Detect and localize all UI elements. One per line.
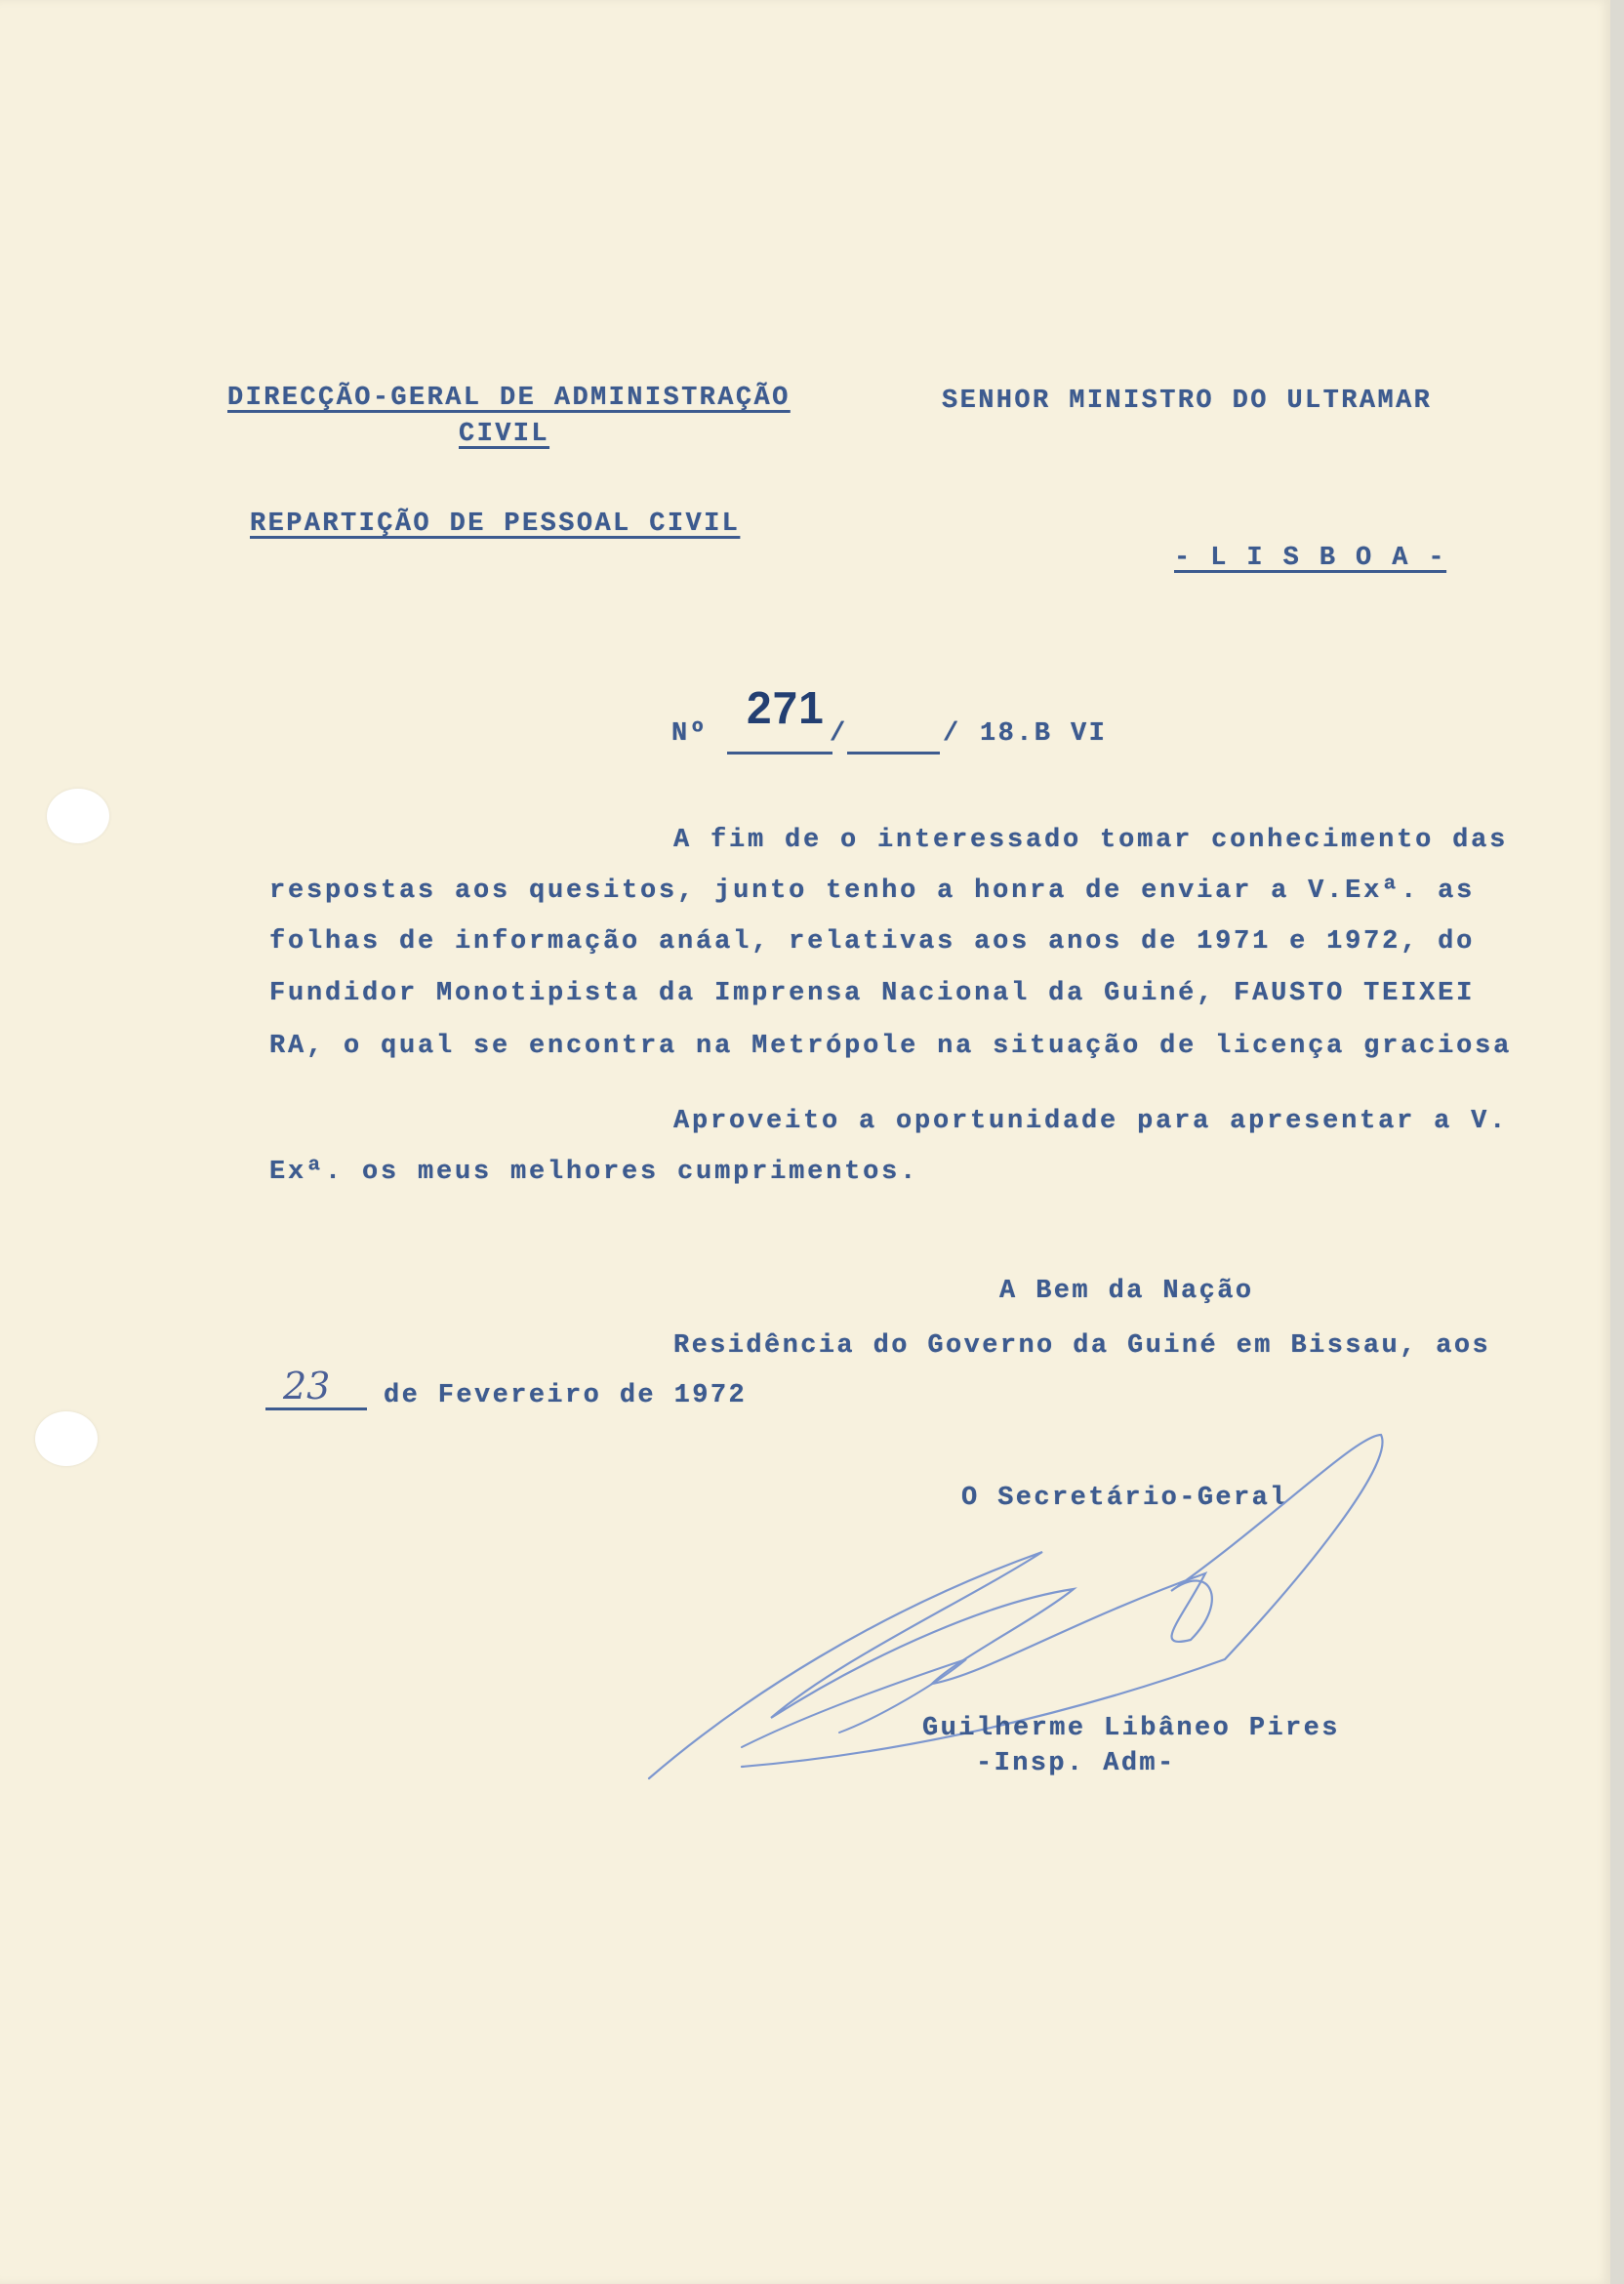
- body-line: Exª. os meus melhores cumprimentos.: [269, 1158, 919, 1187]
- reference-separator: /: [830, 719, 848, 749]
- signer-name: Guilherme Libâneo Pires: [922, 1714, 1340, 1743]
- date-line: de Fevereiro de 1972: [384, 1381, 748, 1410]
- reference-prefix: Nº: [671, 719, 709, 749]
- signer-role: -Insp. Adm-: [976, 1749, 1176, 1778]
- signer-title: O Secretário-Geral: [961, 1484, 1288, 1513]
- place-line: Residência do Governo da Guiné em Bissau, aos: [673, 1331, 1491, 1361]
- reference-number: 271: [747, 682, 825, 733]
- reference-code: 18.B VI: [980, 719, 1108, 749]
- addressee: SENHOR MINISTRO DO ULTRAMAR: [942, 387, 1433, 416]
- body-line: A fim de o interessado tomar conhecimento das: [673, 826, 1509, 855]
- section-heading: REPARTIÇÃO DE PESSOAL CIVIL: [250, 510, 741, 539]
- body-line: Fundidor Monotipista da Imprensa Nacional da Guiné, FAUSTO TEIXEI: [269, 979, 1476, 1008]
- body-line: RA, o qual se encontra na Metrópole na situação de licença graciosa: [269, 1032, 1513, 1061]
- department-heading: DIRECÇÃO-GERAL DE ADMINISTRAÇÃO: [227, 384, 791, 413]
- body-line: respostas aos quesitos, junto tenho a honra de enviar a V.Exª. as: [269, 877, 1476, 906]
- department-heading-cont: CIVIL: [459, 420, 550, 449]
- handwritten-day: 23: [283, 1365, 331, 1407]
- reference-separator: /: [943, 719, 961, 749]
- addressee-city: - L I S B O A -: [1174, 544, 1447, 573]
- body-line: Aproveito a oportunidade para apresentar a V.: [673, 1107, 1509, 1136]
- salutation: A Bem da Nação: [999, 1277, 1254, 1306]
- body-line: folhas de informação anáal, relativas aos anos de 1971 e 1972, do: [269, 927, 1476, 957]
